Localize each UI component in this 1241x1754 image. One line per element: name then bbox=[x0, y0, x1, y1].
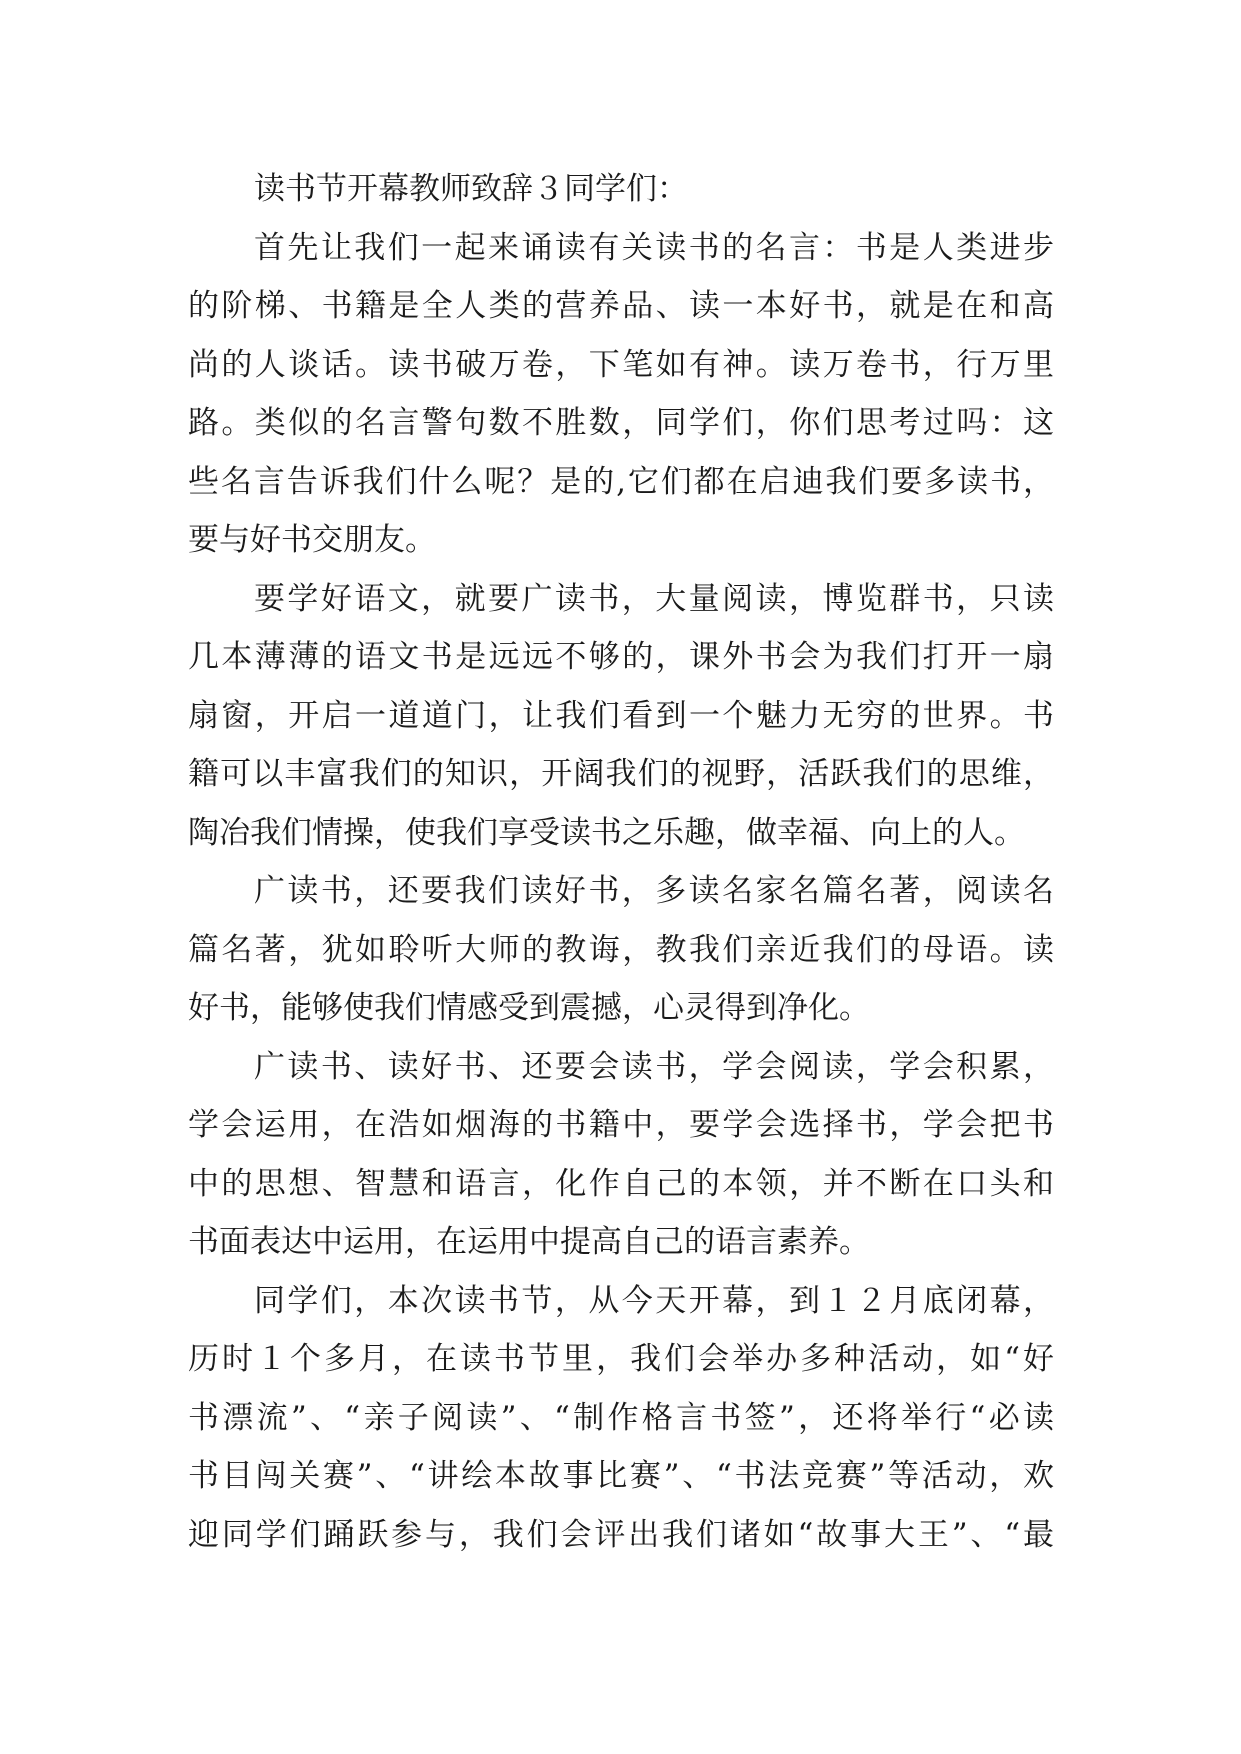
text-line: 书面表达中运用，在运用中提高自己的语言素养。 bbox=[188, 1224, 870, 1260]
paragraph-learn-chinese bbox=[188, 570, 1054, 863]
paragraph-quotes bbox=[188, 219, 1054, 570]
text-line: 路。类似的名言警句数不胜数，同学们，你们思考过吗：这 bbox=[188, 405, 1054, 441]
text-line: 历时１个多月，在读书节里，我们会举办多种活动，如“好 bbox=[188, 1341, 1054, 1377]
text-line: 篇名著，犹如聆听大师的教诲，教我们亲近我们的母语。读 bbox=[188, 931, 1054, 968]
text-line: 广读书、读好书、还要会读书，学会阅读，学会积累， bbox=[254, 1048, 1054, 1085]
paragraph-activities bbox=[188, 1272, 1054, 1565]
text-line: 尚的人谈话。读书破万卷，下笔如有神。读万卷书，行万里 bbox=[188, 346, 1054, 383]
text-line: 广读书，还要我们读好书，多读名家名篇名著，阅读名 bbox=[254, 873, 1054, 909]
text-line: 的阶梯、书籍是全人类的营养品、读一本好书，就是在和高 bbox=[188, 288, 1054, 324]
text-line: 学会运用，在浩如烟海的书籍中，要学会选择书，学会把书 bbox=[188, 1107, 1054, 1143]
text-line: 几本薄薄的语文书是远远不够的，课外书会为我们打开一扇 bbox=[188, 639, 1054, 675]
text-line: 好书，能够使我们情感受到震撼，心灵得到净化。 bbox=[188, 990, 870, 1026]
paragraph-title bbox=[188, 160, 1054, 219]
text-line: 些名言告诉我们什么呢？是的,它们都在启迪我们要多读书， bbox=[188, 463, 1054, 500]
text-line: 中的思想、智慧和语言，化作自己的本领，并不断在口头和 bbox=[188, 1165, 1054, 1202]
text-line: 同学们，本次读书节，从今天开幕，到１２月底闭幕， bbox=[254, 1282, 1054, 1319]
text-line: 读书节开幕教师致辞３同学们： bbox=[254, 171, 688, 207]
text-line: 迎同学们踊跃参与，我们会评出我们诸如“故事大王”、“最 bbox=[188, 1516, 1054, 1553]
paragraph-how-to-read bbox=[188, 1038, 1054, 1272]
paragraph-read-good-books bbox=[188, 862, 1054, 1038]
text-line: 首先让我们一起来诵读有关读书的名言：书是人类进步 bbox=[254, 229, 1054, 266]
document-body bbox=[188, 160, 1054, 1564]
text-line: 籍可以丰富我们的知识，开阔我们的视野，活跃我们的思维， bbox=[188, 756, 1054, 792]
text-line: 扇窗，开启一道道门，让我们看到一个魅力无穷的世界。书 bbox=[188, 697, 1054, 734]
text-line: 要与好书交朋友。 bbox=[188, 522, 436, 558]
text-line: 书漂流”、“亲子阅读”、“制作格言书签”，还将举行“必读 bbox=[188, 1399, 1054, 1436]
text-line: 陶冶我们情操，使我们享受读书之乐趣，做幸福、向上的人。 bbox=[188, 814, 1025, 851]
text-line: 书目闯关赛”、“讲绘本故事比赛”、“书法竞赛”等活动，欢 bbox=[188, 1458, 1054, 1494]
text-line: 要学好语文，就要广读书，大量阅读，博览群书，只读 bbox=[254, 580, 1054, 617]
